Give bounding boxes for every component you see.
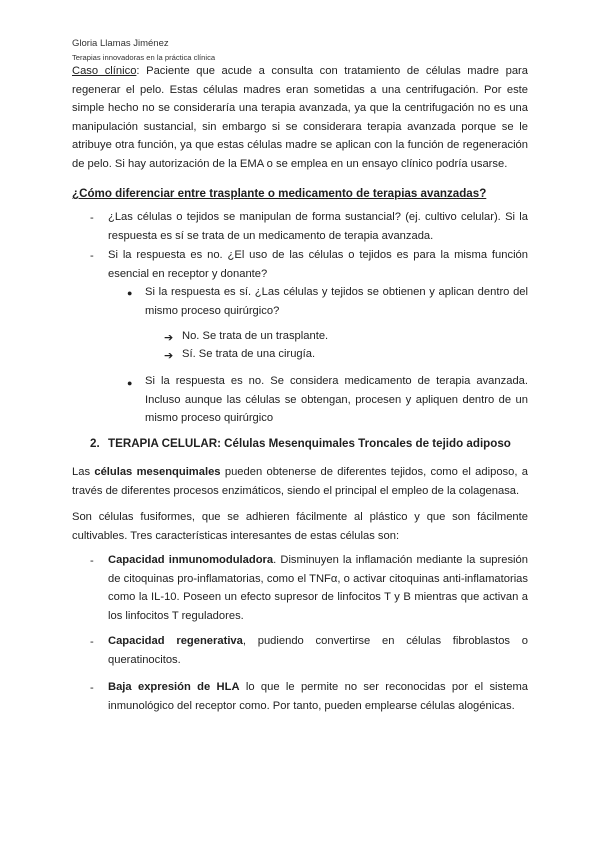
feature-item bbox=[108, 551, 528, 625]
list-item: Si la respuesta es no. Se considera medicamento de terapia avanzada. Incluso aunque las células se obtengan, procesen y apliquen dentro de un mismo proceso quirúrgico bbox=[145, 375, 528, 425]
list-item: No. Se trata de un trasplante. bbox=[182, 330, 329, 342]
arrow-icon: ➔ bbox=[164, 332, 174, 344]
feature-item bbox=[108, 678, 528, 715]
bullet-marker: ● bbox=[127, 288, 133, 298]
para1-bold: células mesenquimales bbox=[94, 466, 221, 478]
section-number: 2. bbox=[90, 437, 100, 450]
fusiform-paragraph: Son células fusiformes, que se adhieren fácilmente al plástico y que son fácilmente cultivables. Tres características interesantes de estas células son: bbox=[72, 511, 528, 542]
mesenquimal-paragraph bbox=[72, 463, 528, 500]
feature-text: . Disminuyen la inflamación mediante la supresión de citoquinas pro-inflamatorias, como el TNFα, o activar citoquinas anti-inflamatorias como la IL-10. Poseen un efecto supresor de linfocitos T y B mientras que activan a los linfocitos T reguladores. bbox=[108, 554, 528, 622]
feature-title: Capacidad regenerativa bbox=[108, 635, 243, 647]
case-text: : Paciente que acude a consulta con tratamiento de células madre para regenerar el pelo. Estas células madres eran sometidas a una centrifugación. Por este simple hecho no se consideraría una terapia avanzada, ya que la centrifugación no es una manipulación sustancial, sin embargo si se considerara terapia avanzada porque se le atribuye otra función, ya que estas células madre se aplican con la función de regeneración de pelo. Si hay autorización de la EMA o se emplea en un ensayo clínico podría usarse. bbox=[72, 65, 528, 170]
feature-title: Capacidad inmunomoduladora bbox=[108, 554, 274, 566]
header-subtitle: Terapias innovadoras en la práctica clínica bbox=[72, 53, 216, 62]
dash-marker: - bbox=[90, 682, 94, 694]
dash-marker: - bbox=[90, 555, 94, 567]
para1-post: pueden obtenerse de diferentes tejidos, como el adiposo, a través de diferentes procesos enzimáticos, siendo el principal el empleo de la colagenasa. bbox=[72, 466, 528, 497]
header-author: Gloria Llamas Jiménez bbox=[72, 38, 169, 49]
feature-title: Baja expresión de HLA bbox=[108, 681, 240, 693]
question-heading: ¿Cómo diferenciar entre trasplante o medicamento de terapias avanzadas? bbox=[72, 187, 487, 200]
list-item: Si la respuesta es no. ¿El uso de las células o tejidos es para la misma función esencial en receptor y donante? bbox=[108, 249, 528, 280]
case-paragraph bbox=[72, 62, 528, 174]
list-item: Si la respuesta es sí. ¿Las células y tejidos se obtienen y aplican dentro del mismo proceso quirúrgico? bbox=[145, 286, 528, 317]
list-item: Sí. Se trata de una cirugía. bbox=[182, 348, 316, 360]
arrow-icon: ➔ bbox=[164, 350, 174, 362]
bullet-marker: ● bbox=[127, 378, 133, 388]
list-item: ¿Las células o tejidos se manipulan de forma sustancial? (ej. cultivo celular). Si la respuesta es sí se trata de un medicamento de terapia avanzada. bbox=[108, 211, 528, 242]
dash-marker: - bbox=[90, 636, 94, 648]
section-title: TERAPIA CELULAR: Células Mesenquimales Troncales de tejido adiposo bbox=[108, 437, 511, 450]
feature-text: lo que le permite no ser reconocidas por el sistema inmunológico del receptor como. Por tanto, pueden emplearse células alogénicas. bbox=[108, 681, 529, 712]
feature-text: , pudiendo convertirse en células fibroblastos o queratinocitos. bbox=[108, 635, 528, 666]
feature-item bbox=[108, 632, 528, 669]
para1-pre: Las bbox=[72, 466, 95, 478]
dash-marker: - bbox=[90, 250, 94, 262]
dash-marker: - bbox=[90, 212, 94, 224]
case-label: Caso clínico bbox=[72, 65, 137, 77]
